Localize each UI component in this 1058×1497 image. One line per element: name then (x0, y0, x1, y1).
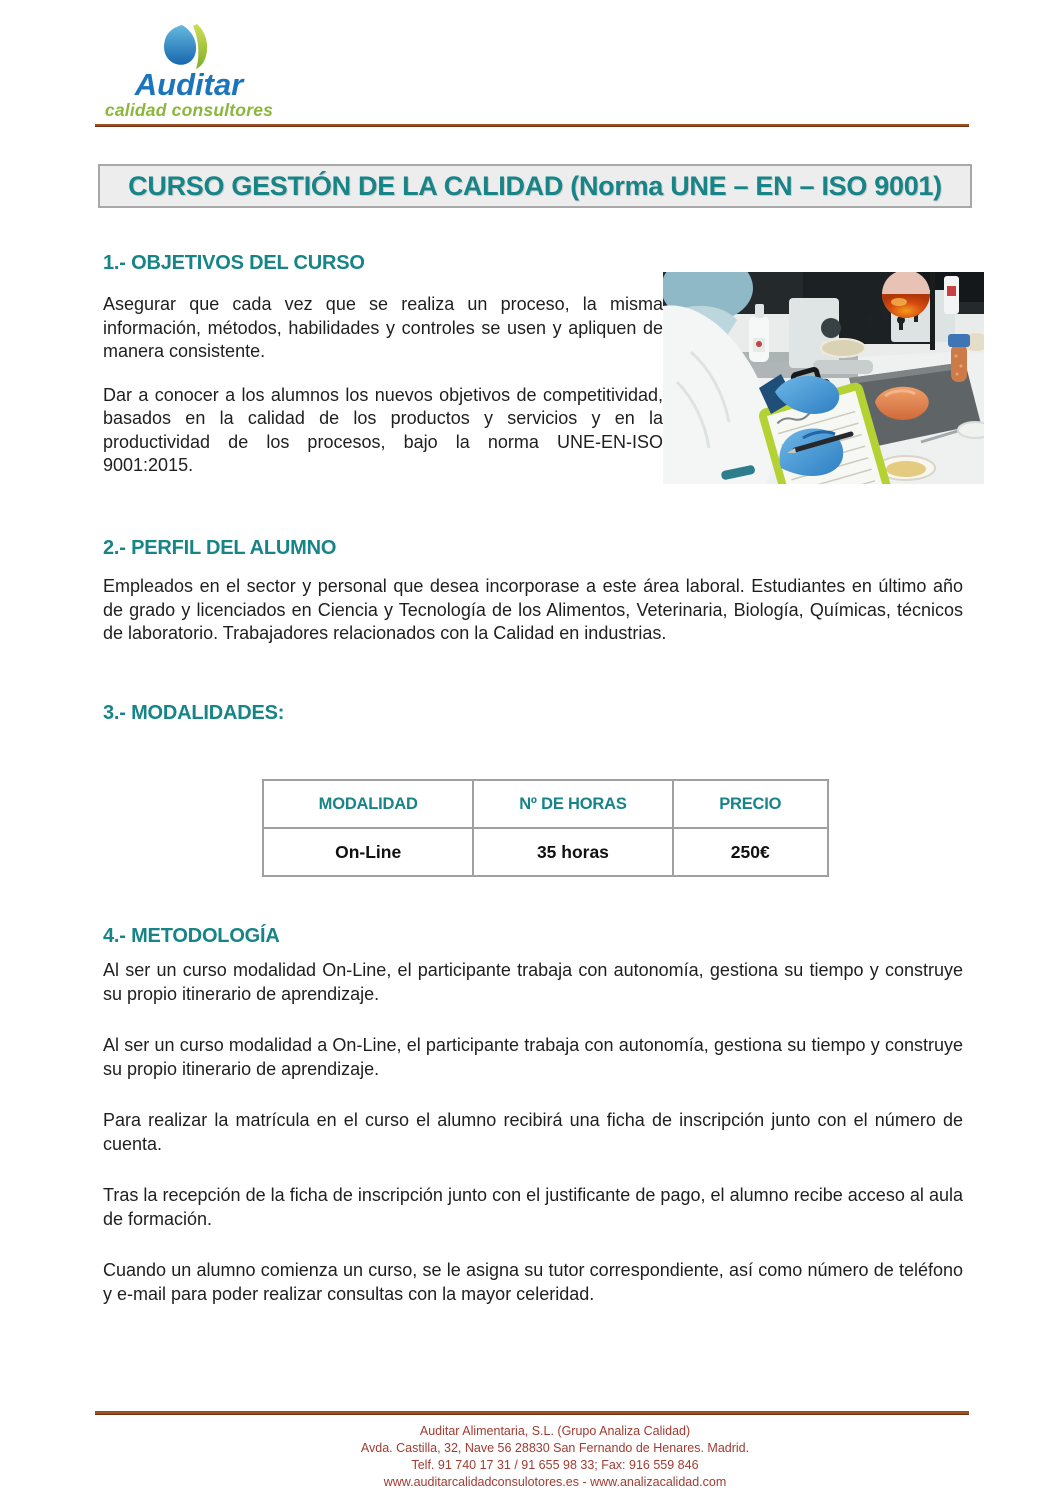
modalities-table (262, 779, 829, 877)
column-header-precio: PRECIO (673, 780, 828, 828)
cell-horas: 35 horas (473, 828, 672, 876)
footer (105, 1423, 1005, 1491)
paragraph: Al ser un curso modalidad On-Line, el participante trabaja con autonomía, gestiona su tiempo y construye su propio itinerario de aprendizaje. (103, 960, 963, 1004)
top-divider (95, 124, 969, 127)
footer-address-line: Avda. Castilla, 32, Nave 56 28830 San Fernando de Henares. Madrid. (360, 1441, 750, 1455)
paragraph: Empleados en el sector y personal que desea incorporase a este área laboral. Estudiantes en último año de grado y licenciados en Ciencia y Tecnología de los Alimentos, Veterinaria, Biología, Químicas, técnicos de laboratorio. Trabajadores relacionados con la Calidad en industrias. (103, 576, 963, 643)
paragraph: Al ser un curso modalidad a On-Line, el participante trabaja con autonomía, gestiona su tiempo y construye su propio itinerario de aprendizaje. (103, 1035, 963, 1079)
logo-brand-text: Auditar (134, 67, 244, 102)
cell-modalidad: On-Line (263, 828, 473, 876)
section-heading-perfil: 2.- PERFIL DEL ALUMNO (103, 537, 337, 559)
column-header-modalidad: MODALIDAD (263, 780, 473, 828)
logo-tagline-text: calidad consultores (104, 100, 274, 120)
footer-company-line: Auditar Alimentaria, S.L. (Grupo Analiza Calidad) (419, 1424, 691, 1438)
objetivos-text (103, 293, 663, 478)
footer-divider (95, 1411, 969, 1415)
logo (100, 24, 278, 120)
table-header-row (263, 780, 828, 828)
table-row (263, 828, 828, 876)
section-heading-modalidades: 3.- MODALIDADES: (103, 702, 285, 724)
paragraph: Tras la recepción de la ficha de inscripción junto con el justificante de pago, el alumno recibe acceso al aula de formación. (103, 1185, 963, 1229)
paragraph: Asegurar que cada vez que se realiza un proceso, la misma información, métodos, habilidades y controles se usen y apliquen de manera consistente. (103, 294, 663, 361)
perfil-text (103, 575, 963, 646)
course-title-banner (98, 164, 972, 208)
paragraph: Cuando un alumno comienza un curso, se le asigna su tutor correspondiente, así como número de teléfono y e-mail para poder realizar consultas con la mayor celeridad. (103, 1260, 963, 1304)
lab-inspection-photo (663, 272, 984, 484)
cell-precio: 250€ (673, 828, 828, 876)
footer-websites-line: www.auditarcalidadconsulotores.es - www.analizacalidad.com (383, 1475, 727, 1489)
section-heading-objetivos: 1.- OBJETIVOS DEL CURSO (103, 252, 365, 274)
column-header-horas: Nº DE HORAS (473, 780, 672, 828)
logo-icon (161, 24, 217, 70)
metodologia-text (103, 959, 963, 1334)
paragraph: Para realizar la matrícula en el curso el alumno recibirá una ficha de inscripción junto con el número de cuenta. (103, 1110, 963, 1154)
footer-phone-line: Telf. 91 740 17 31 / 91 655 98 33; Fax: 916 559 846 (411, 1458, 699, 1472)
section-heading-metodologia: 4.- METODOLOGÍA (103, 925, 280, 947)
page-title: CURSO GESTIÓN DE LA CALIDAD (Norma UNE – EN – ISO 9001) (128, 170, 942, 201)
paragraph: Dar a conocer a los alumnos los nuevos objetivos de competitividad, basados en la calidad de los productos y servicios y en la productividad de los procesos, bajo la norma UNE-EN-ISO 9001:2015. (103, 384, 663, 475)
